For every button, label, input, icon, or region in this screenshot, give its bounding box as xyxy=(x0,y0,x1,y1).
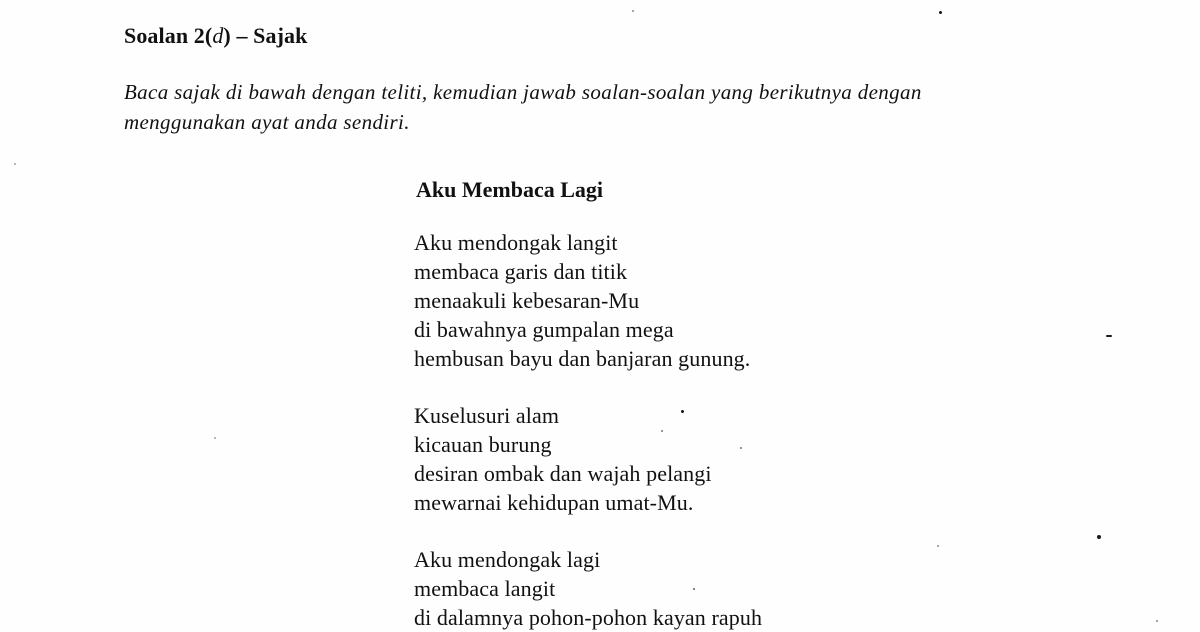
poem-line: kicauan burung xyxy=(414,432,552,457)
poem-stanza-3 xyxy=(414,545,762,632)
scan-speck xyxy=(214,437,216,439)
poem-line: Aku mendongak lagi xyxy=(414,547,601,572)
poem-line: Kuselusuri alam xyxy=(414,403,560,428)
scan-speck xyxy=(939,11,942,14)
poem-title: Aku Membaca Lagi xyxy=(416,177,603,202)
instruction-line: Baca sajak di bawah dengan teliti, kemudian jawab soalan-soalan yang berikutnya dengan xyxy=(124,80,922,104)
scan-speck xyxy=(937,545,939,547)
heading-letter: d xyxy=(212,23,224,48)
scan-speck xyxy=(1097,535,1101,539)
scan-speck xyxy=(632,10,634,12)
heading-suffix: ) – Sajak xyxy=(223,23,308,48)
poem-line: membaca langit xyxy=(414,576,556,601)
poem-stanza-1 xyxy=(414,228,750,373)
question-heading xyxy=(124,23,307,49)
poem-line: di bawahnya gumpalan mega xyxy=(414,317,674,342)
poem-stanza-2 xyxy=(414,401,712,517)
scan-speck xyxy=(740,447,742,449)
poem-line: Aku mendongak langit xyxy=(414,230,618,255)
heading-prefix: Soalan 2( xyxy=(124,23,213,48)
instruction-line: menggunakan ayat anda sendiri. xyxy=(124,110,410,134)
poem-line: hembusan bayu dan banjaran gunung. xyxy=(414,346,751,371)
poem-line: mewarnai kehidupan umat-Mu. xyxy=(414,490,694,515)
scan-speck xyxy=(681,410,684,413)
poem-line: di dalamnya pohon-pohon kayan rapuh xyxy=(414,605,763,630)
poem-line: desiran ombak dan wajah pelangi xyxy=(414,461,712,486)
scan-speck xyxy=(693,588,695,590)
poem-line: membaca garis dan titik xyxy=(414,259,628,284)
scan-speck xyxy=(14,163,16,165)
scan-speck xyxy=(1156,620,1158,622)
scan-speck xyxy=(661,430,663,432)
scan-speck xyxy=(1106,335,1112,337)
instruction-text xyxy=(124,77,1124,137)
poem-line: menaakuli kebesaran-Mu xyxy=(414,288,640,313)
